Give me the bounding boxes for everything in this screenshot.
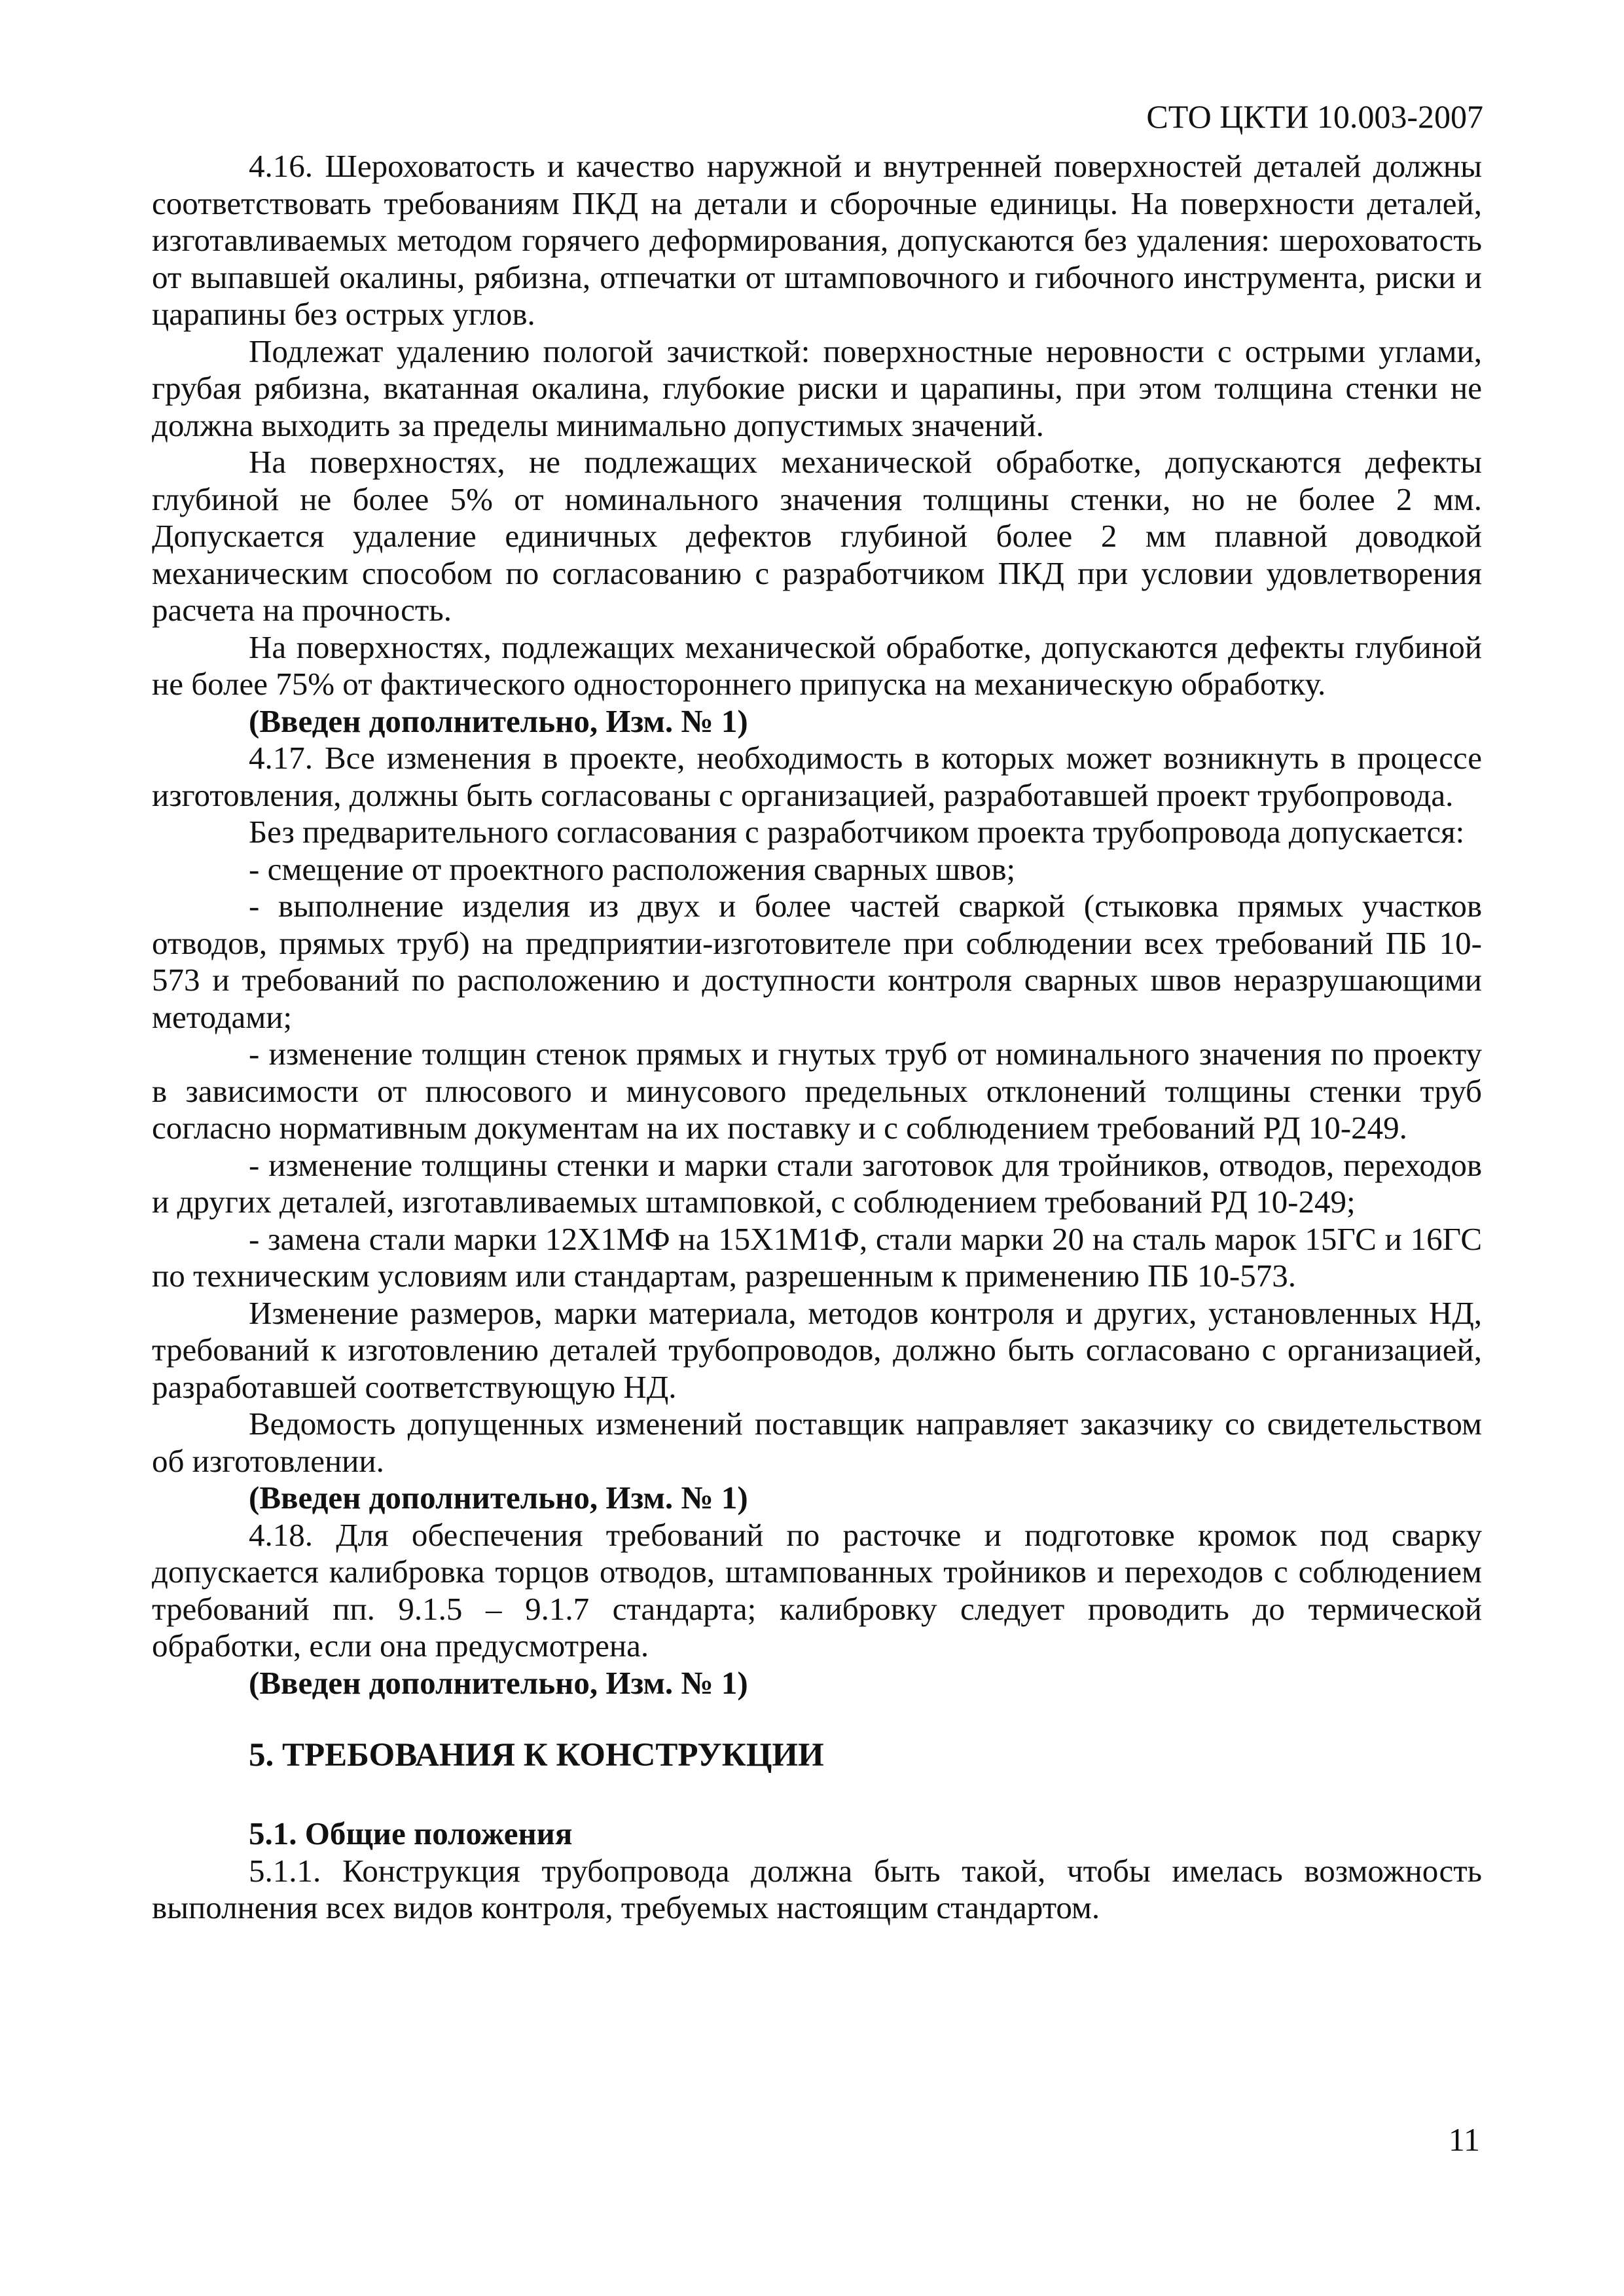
paragraph-4-17-allowed: Без предварительного согласования с разработчиком проекта трубопровода допускается: bbox=[249, 814, 1465, 850]
list-item: - изменение толщин стенок прямых и гнутых труб от номинального значения по проекту в зависимости от плюсового и минусового предельных отклонений толщины стенки труб согласно нормативным документам на их поставку и с соблюдением требований РД 10-249. bbox=[152, 1036, 1482, 1146]
list-item: - изменение толщины стенки и марки стали заготовок для тройников, отводов, переходов и других деталей, изготавливаемых штамповкой, с соблюдением требований РД 10-249; bbox=[152, 1146, 1482, 1220]
document-code-header: СТО ЦКТИ 10.003-2007 bbox=[1146, 98, 1483, 135]
paragraph-4-17: 4.17. Все изменения в проекте, необходимость в которых может возникнуть в процессе изготовления, должны быть согласованы с организацией, разработавшей проект трубопровода. bbox=[152, 740, 1482, 813]
paragraph-4-17-changes: Изменение размеров, марки материала, методов контроля и других, установленных НД, требований к изготовлению деталей трубопроводов, должно быть согласовано с организацией, разработавшей соответствующую НД. bbox=[152, 1294, 1482, 1405]
document-body bbox=[152, 148, 1482, 1927]
paragraph-4-16: 4.16. Шероховатость и качество наружной и внутренней поверхностей деталей должны соответствовать требованиям ПКД на детали и сборочные единицы. На поверхности деталей, изготавливаемых методом горячего деформирования, допускаются без удаления: шероховатость от выпавшей окалины, рябизна, отпечатки от штамповочного и гибочного инструмента, риски и царапины без острых углов. bbox=[152, 148, 1482, 332]
amendment-note: (Введен дополнительно, Изм. № 1) bbox=[249, 702, 748, 739]
paragraph-4-16-removal: Подлежат удалению пологой зачисткой: поверхностные неровности с острыми углами, грубая рябизна, вкатанная окалина, глубокие риски и царапины, при этом толщина стенки не должна выходить за пределы минимально допустимых значений. bbox=[152, 333, 1482, 443]
amendment-note: (Введен дополнительно, Изм. № 1) bbox=[249, 1664, 748, 1701]
section-title: 5. ТРЕБОВАНИЯ К КОНСТРУКЦИИ bbox=[249, 1737, 824, 1774]
page-number: 11 bbox=[1448, 2121, 1480, 2158]
list-item: - смещение от проектного расположения сварных швов; bbox=[249, 850, 1016, 887]
paragraph-4-18: 4.18. Для обеспечения требований по расточке и подготовке кромок под сварку допускается калибровка торцов отводов, штампованных тройников и переходов с соблюдением требований пп. 9.1.5 – 9.1.7 стандарта; калибровку следует проводить до термической обработки, если она предусмотрена. bbox=[152, 1516, 1482, 1664]
amendment-note: (Введен дополнительно, Изм. № 1) bbox=[249, 1480, 748, 1516]
subsection-title: 5.1. Общие положения bbox=[249, 1815, 573, 1851]
paragraph-4-16-unmachined: На поверхностях, не подлежащих механической обработке, допускаются дефекты глубиной не более 5% от номинального значения толщины стенки, но не более 2 мм. Допускается удаление единичных дефектов глубиной более 2 мм плавной доводкой механическим способом по согласованию с разработчиком ПКД при условии удовлетворения расчета на прочность. bbox=[152, 444, 1482, 628]
list-item: - замена стали марки 12Х1МФ на 15Х1М1Ф, стали марки 20 на сталь марок 15ГС и 16ГС по техническим условиям или стандартам, разрешенным к применению ПБ 10-573. bbox=[152, 1220, 1482, 1294]
list-item: - выполнение изделия из двух и более частей сваркой (стыковка прямых участков отводов, прямых труб) на предприятии-изготовителе при соблюдении всех требований ПБ 10-573 и требований по расположению и доступности контроля сварных швов неразрушающими методами; bbox=[152, 888, 1482, 1035]
paragraph-5-1-1: 5.1.1. Конструкция трубопровода должна быть такой, чтобы имелась возможность выполнения всех видов контроля, требуемых настоящим стандартом. bbox=[152, 1852, 1482, 1925]
paragraph-4-17-statement: Ведомость допущенных изменений поставщик направляет заказчику со свидетельством об изготовлении. bbox=[152, 1406, 1482, 1479]
paragraph-4-16-machined: На поверхностях, подлежащих механической обработке, допускаются дефекты глубиной не более 75% от фактического одностороннего припуска на механическую обработку. bbox=[152, 629, 1482, 702]
